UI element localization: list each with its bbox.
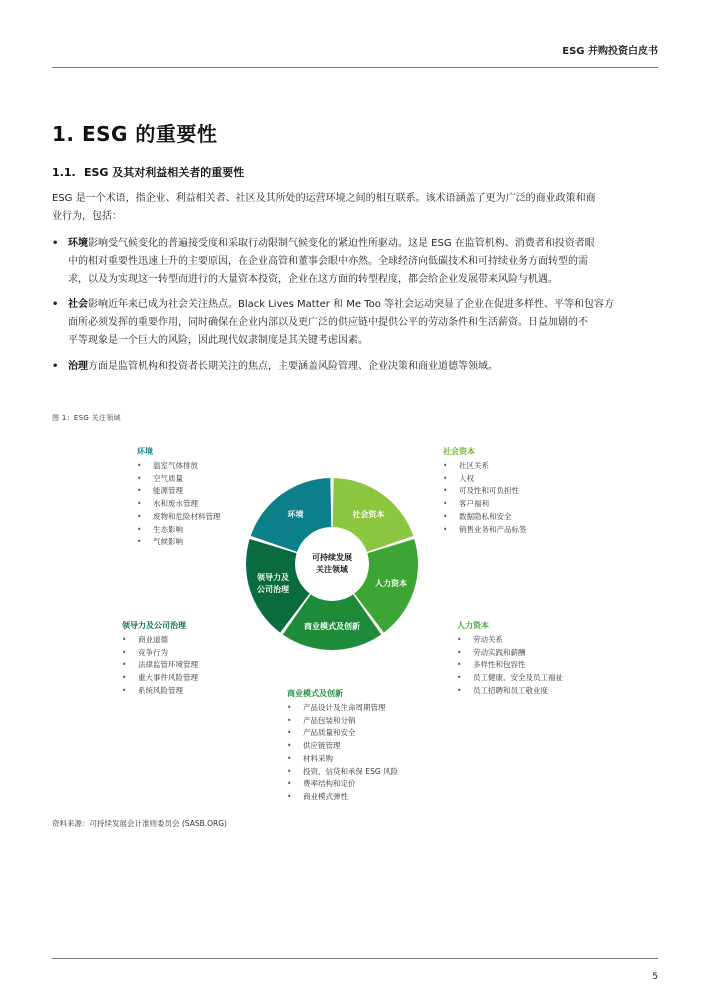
bullet-line: 平等现象是一个巨大的风险，因此现代奴隶制度是其关键考虑因素。: [68, 335, 368, 346]
bullet-dot: •: [52, 361, 59, 372]
group-item: • 社区关系: [443, 460, 527, 473]
group-item: • 法律监管环境管理: [122, 659, 198, 672]
bullet-dot: •: [52, 238, 59, 249]
bullet-term: 环境: [68, 238, 88, 249]
group-item: • 人权: [443, 473, 527, 486]
subsection-text: ESG 及其对利益相关者的重要性: [84, 166, 245, 179]
group-item: • 客户福利: [443, 498, 527, 511]
bullet-line: 中的相对重要性迅速上升的主要原因，在企业高管和董事会眼中亦然。全球经济向低碳技术和可持续业务方面转型的需: [68, 256, 588, 267]
group-item: • 材料采购: [287, 753, 398, 766]
group-item: • 重大事件风险管理: [122, 672, 198, 685]
group-item: • 供应链管理: [287, 740, 398, 753]
group-item: • 产品质量和安全: [287, 727, 398, 740]
group-list: [137, 460, 221, 549]
group-item: • 能源管理: [137, 485, 221, 498]
group-item: • 销售业务和产品标签: [443, 524, 527, 537]
intro-line: 业行为，包括：: [52, 211, 122, 222]
donut-segment-label: 环境: [287, 509, 304, 519]
bullet-term: 社会: [68, 299, 88, 310]
group-leadership-governance: [122, 620, 198, 698]
group-item: • 温室气体排放: [137, 460, 221, 473]
group-item: • 员工健康、安全及员工福祉: [457, 672, 563, 685]
intro-line: ESG 是一个术语，指企业、利益相关者、社区及其所处的运营环境之间的相互联系。该术语涵盖了更为广泛的商业政策和商: [52, 193, 596, 204]
donut-segment-label: 商业模式及创新: [304, 622, 360, 631]
group-list: [122, 634, 198, 698]
group-item: • 产品设计及生命周期管理: [287, 702, 398, 715]
page-number: 5: [652, 972, 658, 982]
group-item: • 商业道德: [122, 634, 198, 647]
header-title: ESG 并购投资白皮书: [562, 46, 658, 57]
subsection-number: 1.1.: [52, 166, 76, 179]
group-item: • 空气质量: [137, 473, 221, 486]
bullet-line: 方面是监管机构和投资者长期关注的焦点，主要涵盖风险管理、企业决策和商业道德等领域。: [88, 361, 498, 372]
group-list: [287, 702, 398, 804]
donut-center-label: 可持续发展: [312, 553, 352, 562]
group-item: • 系统风险管理: [122, 685, 198, 698]
group-item: • 气候影响: [137, 536, 221, 549]
bullet-line: 影响近年来已成为社会关注热点。Black Lives Matter 和 Me Too 等社会运动突显了企业在促进多样性、平等和包容方: [88, 299, 615, 310]
group-human-capital: [457, 620, 563, 698]
group-business-model: [287, 688, 398, 804]
bullet-line: 求，以及为实现这一转型而进行的大量资本投资，企业在这方面的转型程度，都会给企业发展带来风险与机遇。: [68, 274, 558, 285]
group-item: • 多样性和包容性: [457, 659, 563, 672]
group-item: • 竞争行为: [122, 647, 198, 660]
bullet-dot: •: [52, 299, 59, 310]
donut-segment-label: 社会资本: [352, 509, 385, 519]
group-title: 商业模式及创新: [287, 689, 343, 698]
group-item: • 费率结构和定价: [287, 778, 398, 791]
bullet-term: 治理: [68, 361, 88, 372]
group-item: • 劳动关系: [457, 634, 563, 647]
figure-source: 资料来源：可持续发展会计准则委员会 (SASB.ORG): [52, 819, 227, 828]
subsection-title: [52, 164, 244, 180]
footer-rule: [52, 958, 658, 959]
bullet-line: 影响受气候变化的普遍接受度和采取行动限制气候变化的紧迫性所驱动。这是 ESG 在监管机构、消费者和投资者眼: [88, 238, 595, 249]
group-item: • 员工招聘和员工敬业度: [457, 685, 563, 698]
group-environment: [137, 446, 221, 549]
group-item: • 劳动实践和薪酬: [457, 647, 563, 660]
group-item: • 产品包装和分销: [287, 715, 398, 728]
group-list: [457, 634, 563, 698]
bullet-line: 面所必须发挥的重要作用，同时确保在企业内部以及更广泛的供应链中提供公平的劳动条件和生活薪资。日益加剧的不: [68, 317, 588, 328]
donut-center-label: 关注领域: [316, 565, 348, 574]
group-item: • 数据隐私和安全: [443, 511, 527, 524]
group-item: • 水和废水管理: [137, 498, 221, 511]
donut-center-circle: [296, 528, 368, 600]
header-rule: [52, 67, 658, 68]
esg-donut-diagram: [235, 476, 430, 654]
group-item: • 生态影响: [137, 524, 221, 537]
group-item: • 商业模式弹性: [287, 791, 398, 804]
group-item: • 废物和危险材料管理: [137, 511, 221, 524]
donut-segment-label: 领导力及: [257, 573, 290, 583]
figure-caption: 图 1：ESG 关注领域: [52, 414, 121, 422]
group-list: [443, 460, 527, 536]
section-title: 1. ESG 的重要性: [52, 122, 218, 146]
group-social-capital: [443, 446, 527, 536]
group-item: • 投资、信贷和承保 ESG 风险: [287, 766, 398, 779]
group-title: 社会资本: [443, 447, 475, 456]
group-item: • 可及性和可负担性: [443, 485, 527, 498]
group-title: 领导力及公司治理: [122, 621, 186, 630]
group-title: 环境: [137, 447, 153, 456]
group-title: 人力资本: [457, 621, 489, 630]
donut-segment-label: 公司治理: [257, 585, 290, 595]
donut-segment-label: 人力资本: [374, 579, 407, 589]
intro-paragraph: [52, 190, 658, 226]
